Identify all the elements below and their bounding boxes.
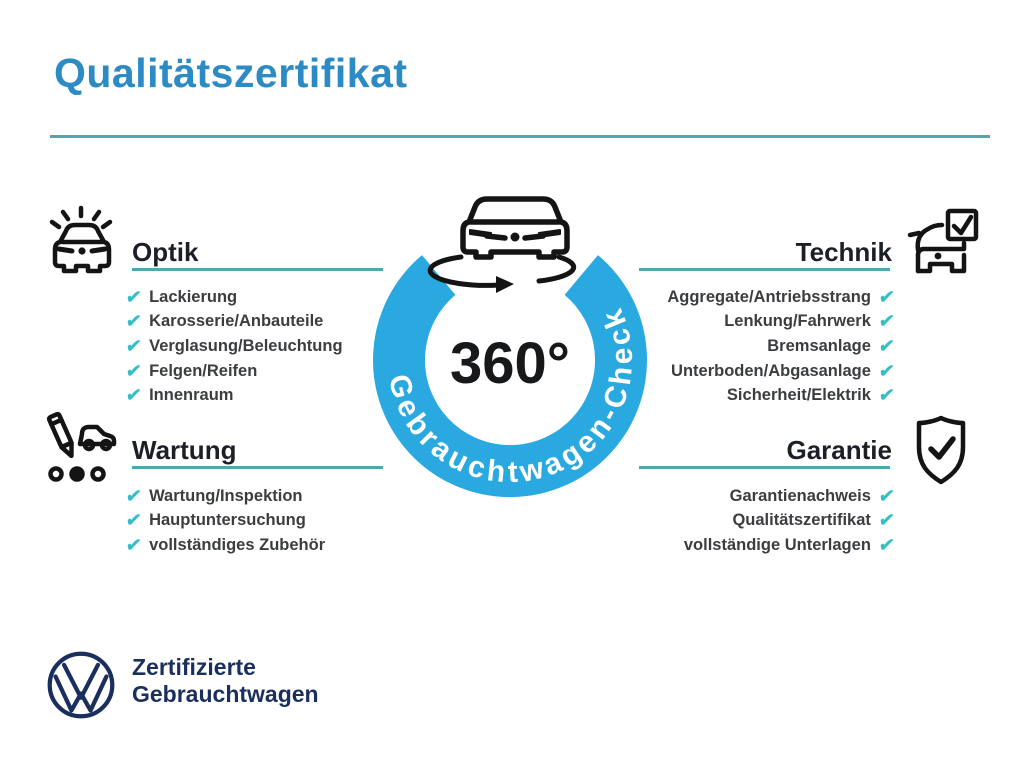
check-icon: ✔: [877, 286, 896, 307]
check-icon: ✔: [124, 286, 143, 307]
check-item: [126, 334, 343, 359]
check-icon: ✔: [124, 485, 143, 506]
check-item-label: Lackierung: [149, 287, 238, 306]
check-icon: ✔: [877, 534, 896, 555]
check-item-label: Garantienachweis: [729, 486, 871, 505]
shield-check-icon: [908, 413, 974, 493]
check-icon: ✔: [124, 534, 143, 555]
check-item-label: Innenraum: [149, 386, 234, 405]
footer-caption-line2: Gebrauchtwagen: [132, 681, 319, 708]
check-icon: ✔: [124, 385, 143, 406]
footer-caption-line1: Zertifizierte: [132, 654, 256, 680]
wartung-item-list: [126, 484, 325, 558]
optik-divider: [132, 268, 383, 271]
check-icon: ✔: [877, 335, 896, 356]
check-icon: ✔: [877, 360, 896, 381]
check-item: [126, 310, 343, 335]
check-item-label: Hauptuntersuchung: [149, 511, 306, 530]
check-item-label: Karosserie/Anbauteile: [149, 312, 324, 331]
check-icon: ✔: [877, 485, 896, 506]
footer-caption: [132, 654, 319, 708]
check-item-label: Unterboden/Abgasanlage: [671, 361, 871, 380]
section-heading-wartung: Wartung: [132, 435, 237, 465]
section-heading-optik: Optik: [132, 237, 199, 267]
check-icon: ✔: [124, 510, 143, 531]
check-item-label: vollständiges Zubehör: [149, 535, 326, 554]
check-item: [126, 509, 325, 534]
car-checkbox-icon: [906, 203, 984, 283]
check-item: [126, 359, 343, 384]
check-item-label: Wartung/Inspektion: [149, 486, 303, 505]
check-icon: ✔: [877, 510, 896, 531]
check-item: [126, 533, 325, 558]
check-icon: ✔: [877, 311, 896, 332]
page-title: Qualitätszertifikat: [54, 50, 408, 96]
vw-logo: [46, 650, 116, 720]
check-icon: ✔: [124, 335, 143, 356]
check-item: [126, 484, 325, 509]
section-heading-garantie: Garantie: [786, 435, 892, 465]
360-check-badge: [365, 183, 655, 515]
check-item-label: Bremsanlage: [767, 336, 871, 355]
check-icon: ✔: [124, 311, 143, 332]
rotating-car-icon: [430, 199, 574, 293]
garantie-divider: [639, 466, 890, 469]
technik-divider: [639, 268, 890, 271]
title-divider: [50, 135, 990, 138]
check-item-label: Felgen/Reifen: [149, 361, 258, 380]
degree-label: 360°: [450, 331, 570, 396]
ring-label: Gebrauchtwagen-Check: [381, 301, 640, 490]
optik-item-list: [126, 285, 343, 408]
check-item-label: Lenkung/Fahrwerk: [724, 312, 871, 331]
service-pencil-car-icon: [40, 408, 118, 488]
section-heading-technik: Technik: [795, 237, 892, 267]
wartung-divider: [132, 466, 383, 469]
sparkling-car-icon: [44, 204, 118, 280]
check-item: [126, 383, 343, 408]
check-item-label: vollständige Unterlagen: [683, 535, 871, 554]
check-item-label: Aggregate/Antriebsstrang: [667, 287, 871, 306]
check-item: [126, 285, 343, 310]
check-item-label: Qualitätszertifikat: [732, 511, 871, 530]
check-icon: ✔: [877, 385, 896, 406]
check-item-label: Sicherheit/Elektrik: [726, 386, 871, 405]
check-icon: ✔: [124, 360, 143, 381]
check-item-label: Verglasung/Beleuchtung: [149, 336, 343, 355]
check-item: [574, 533, 894, 558]
